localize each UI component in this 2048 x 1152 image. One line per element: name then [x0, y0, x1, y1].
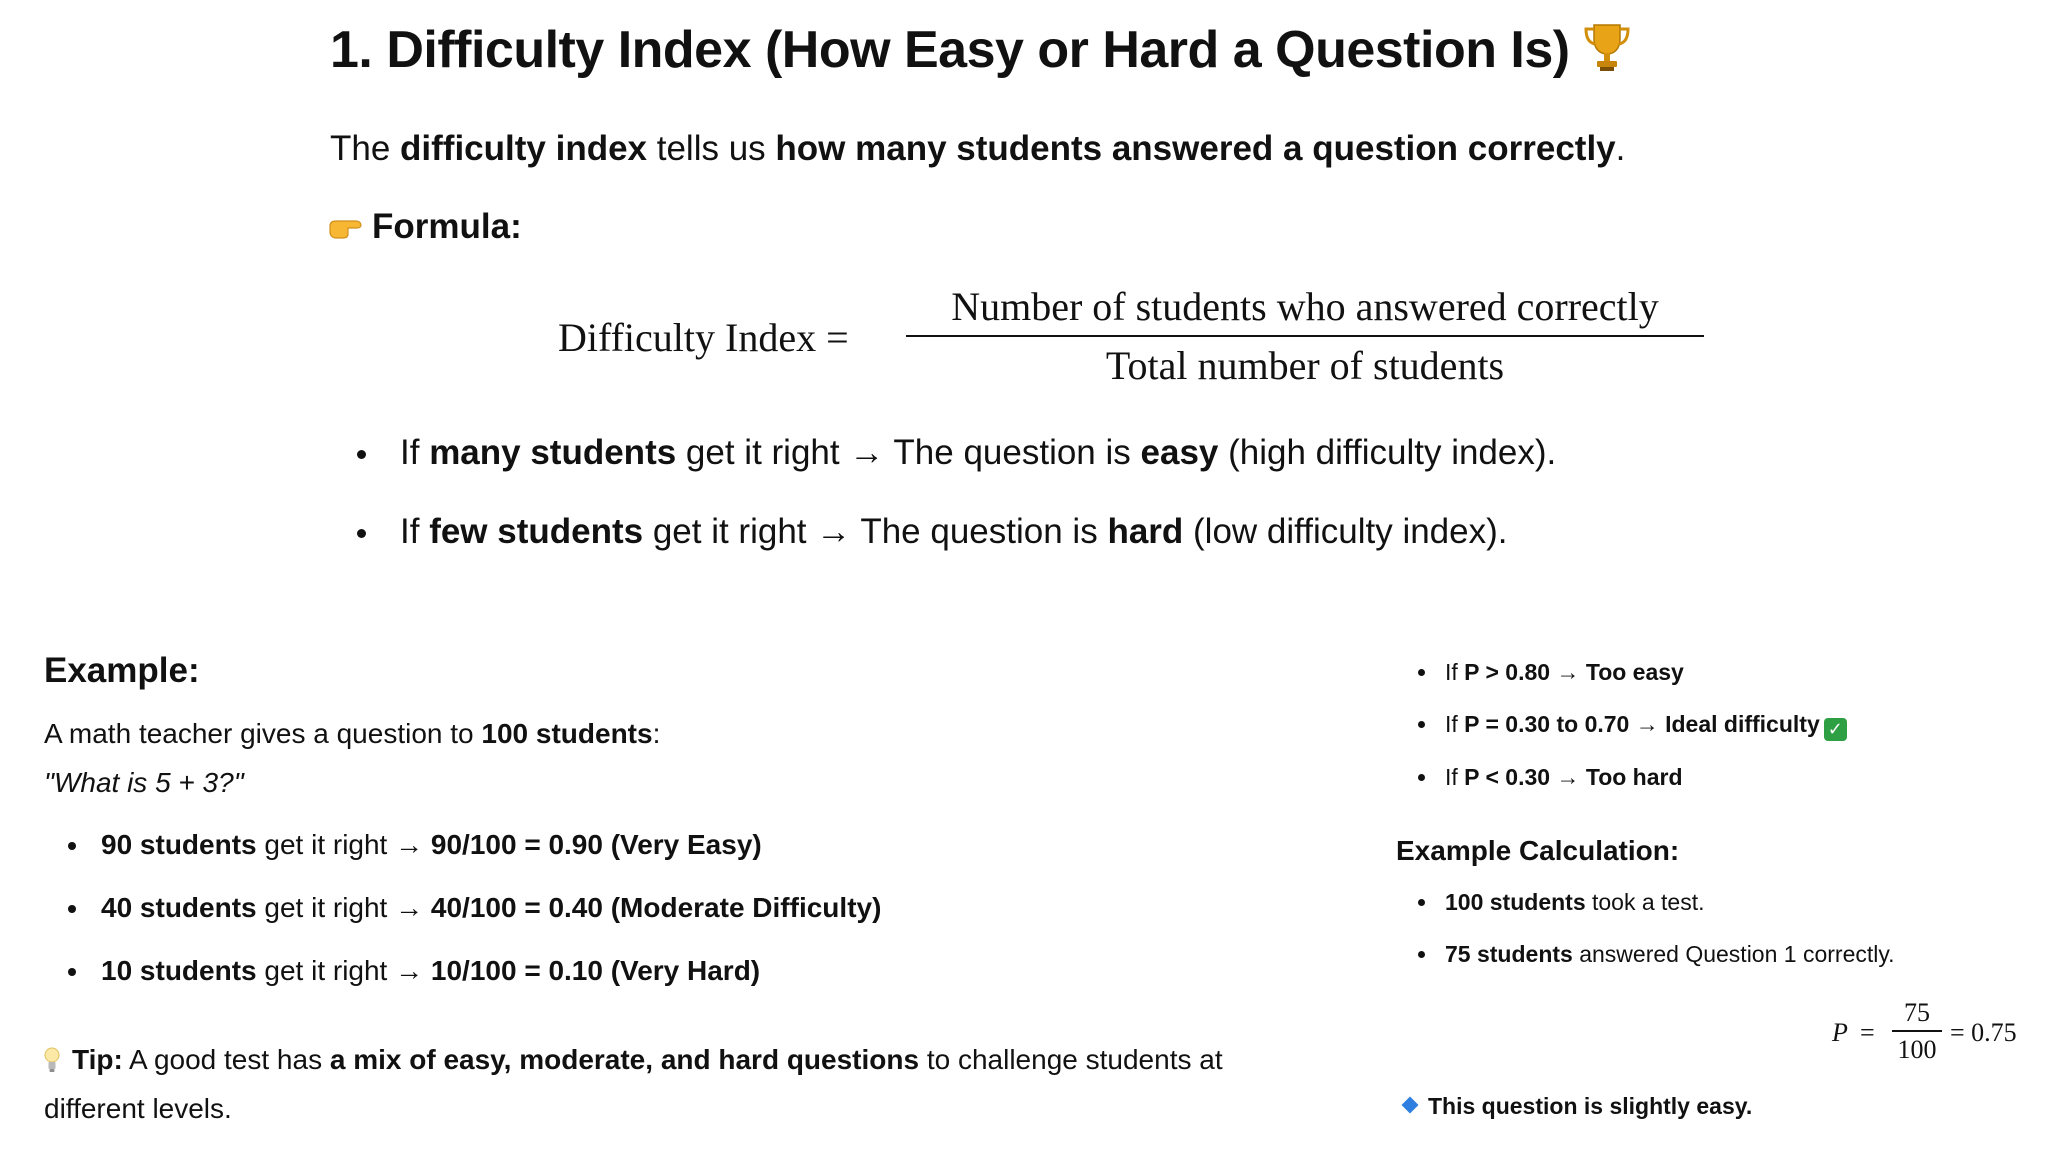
page-title [330, 18, 1634, 82]
list-item: 90 students get it right → 90/100 = 0.90 (Very Easy) [68, 826, 881, 864]
pointing-hand-icon [328, 214, 364, 240]
conclusion [1400, 1090, 1752, 1122]
example-question: "What is 5 + 3?" [44, 767, 244, 798]
list-item: 10 students get it right → 10/100 = 0.10 (Very Hard) [68, 952, 881, 990]
calculation-list [1418, 886, 1895, 990]
example-intro: A math teacher gives a question to 100 students: [44, 718, 661, 749]
list-item: If P > 0.80 → Too easy [1418, 656, 1847, 688]
list-item: 100 students took a test. [1418, 886, 1895, 918]
trophy-icon [1580, 19, 1634, 73]
list-item: 40 students get it right → 40/100 = 0.40 (Moderate Difficulty) [68, 889, 881, 927]
blue-diamond-icon [1402, 1097, 1419, 1114]
p-fraction [1892, 998, 1942, 1065]
intro-bold-term: difficulty index [400, 129, 648, 168]
interpretation-list [1418, 656, 1847, 813]
difficulty-bullet-list [355, 430, 1556, 588]
example-heading: Example: [44, 651, 200, 690]
check-mark-icon: ✓ [1824, 718, 1847, 741]
formula-label [328, 204, 522, 250]
formula-label-text: Formula: [372, 207, 522, 246]
calculation-heading: Example Calculation: [1396, 835, 1680, 866]
formula-lhs: Difficulty Index = [558, 315, 849, 360]
p-result: = 0.75 [1950, 1018, 2017, 1047]
fraction-bar [1892, 1030, 1942, 1032]
list-item: If P < 0.30 → Too hard [1418, 761, 1847, 793]
formula-fraction [906, 282, 1704, 391]
p-calculation [1832, 998, 2042, 1070]
tip-paragraph: Tip: A good test has a mix of easy, moderate, and hard questions to challenge students at different levels. [44, 1044, 1223, 1124]
intro-text: tells us [647, 129, 776, 168]
fraction-bar [906, 335, 1704, 337]
list-item: If few students get it right → The question is hard (low difficulty index). [355, 509, 1556, 555]
p-numerator: 75 [1904, 998, 1930, 1027]
p-variable: P [1832, 1018, 1848, 1047]
difficulty-index-formula [558, 282, 1708, 392]
intro-text: The [330, 129, 401, 168]
example-bullet-list [68, 826, 881, 1015]
intro-paragraph [330, 126, 1625, 172]
list-item: 75 students answered Question 1 correctly. [1418, 938, 1895, 970]
intro-bold-definition: how many students answered a question correctly [775, 129, 1616, 168]
title-text: 1. Difficulty Index (How Easy or Hard a Question Is) [330, 21, 1570, 79]
conclusion-text: This question is slightly easy. [1428, 1093, 1753, 1119]
formula-numerator: Number of students who answered correctly [951, 284, 1659, 329]
light-bulb-icon [44, 1046, 60, 1074]
equals-sign: = [1860, 1018, 1875, 1047]
intro-text: . [1615, 129, 1626, 168]
formula-denominator: Total number of students [1105, 343, 1505, 388]
list-item: If P = 0.30 to 0.70 → Ideal difficulty ✓ [1418, 708, 1847, 741]
tip-label: Tip: [72, 1044, 123, 1075]
p-denominator: 100 [1897, 1034, 1937, 1064]
list-item: If many students get it right → The question is easy (high difficulty index). [355, 430, 1556, 476]
